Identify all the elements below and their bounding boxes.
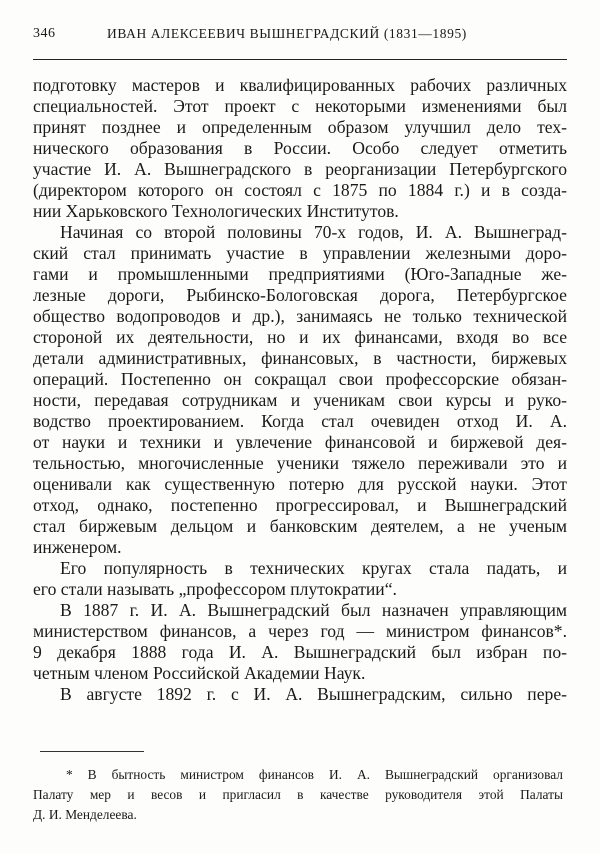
text-line: (директором которого он состоял с 1875 по 1884 г.) и в созда- [33, 180, 567, 200]
text-line: операций. Постепенно он сокращал свои профессорские обязан- [33, 369, 567, 389]
text-line: министерством финансов, а через год — министром финансов*. [33, 621, 567, 641]
footnote-line: * В бытность министром финансов И. А. Вышнеградский организовал [66, 767, 563, 782]
text-line: тельностью, многочисленные ученики тяжело переживали это и [33, 453, 567, 473]
text-line: гами и промышленными предприятиями (Юго-Западные же- [33, 264, 567, 284]
text-line: общество водопроводов и др.), занимаясь не только технической [33, 306, 567, 326]
text-line: специальностей. Этот проект с некоторыми изменениями был [33, 96, 567, 116]
text-line: Начиная со второй половины 70-х годов, И. А. Вышнеград- [60, 222, 567, 242]
running-title: ИВАН АЛЕКСЕЕВИЧ ВЫШНЕГРАДСКИЙ (1831—1895) [107, 26, 467, 41]
text-line: В августе 1892 г. с И. А. Вышнеградским, сильно пере- [60, 684, 567, 704]
text-line: лезные дороги, Рыбинско-Бологовская дорога, Петербургское [33, 285, 567, 305]
text-line: ский стал принимать участие в управлении железными доро- [33, 243, 567, 263]
text-line: оценивали как существенную потерю для русской науки. Этот [33, 474, 567, 494]
text-line: стал биржевым дельцом и банковским деятелем, а не ученым [33, 516, 567, 536]
text-line: инженером. [33, 537, 122, 557]
text-line: отход, однако, постепенно прогрессировал, и Вышнеградский [33, 495, 567, 515]
text-line: нического образования в России. Особо следует отметить [33, 138, 567, 158]
text-line: 9 декабря 1888 года И. А. Вышнеградский был избран по- [33, 642, 567, 662]
text-line: В 1887 г. И. А. Вышнеградский был назначен управляющим [60, 600, 567, 620]
header-rule [33, 59, 567, 60]
text-line: четным членом Российской Академии Наук. [33, 663, 366, 683]
page-number: 346 [33, 26, 56, 41]
text-line: ности, передавая сотрудникам и ученикам свои курсы и руко- [33, 390, 567, 410]
footnote-line: Д. И. Менделеева. [33, 807, 137, 822]
text-line: его стали называть „профессором плутократии“. [33, 579, 397, 599]
text-line: нии Харьковского Технологических Институтов. [33, 201, 399, 221]
text-line: стороной их деятельности, но и их финансами, входя во все [33, 327, 567, 347]
text-line: Его популярность в технических кругах стала падать, и [60, 558, 567, 578]
text-line: участие И. А. Вышнеградского в реорганизации Петербургского [33, 159, 567, 179]
text-line: принят позднее и определенным образом улучшил дело тех- [33, 117, 567, 137]
footnote-line: Палату мер и весов и пригласил в качестве руководителя этой Палаты [33, 787, 563, 802]
text-line: от науки и техники и увлечение финансовой и биржевой дея- [33, 432, 567, 452]
text-line: детали административных, финансовых, в частности, биржевых [33, 348, 567, 368]
text-line: водство проектированием. Когда стал очевиден отход И. А. [33, 411, 567, 431]
footnote-rule [40, 751, 144, 752]
text-line: подготовку мастеров и квалифицированных рабочих различных [33, 75, 567, 95]
